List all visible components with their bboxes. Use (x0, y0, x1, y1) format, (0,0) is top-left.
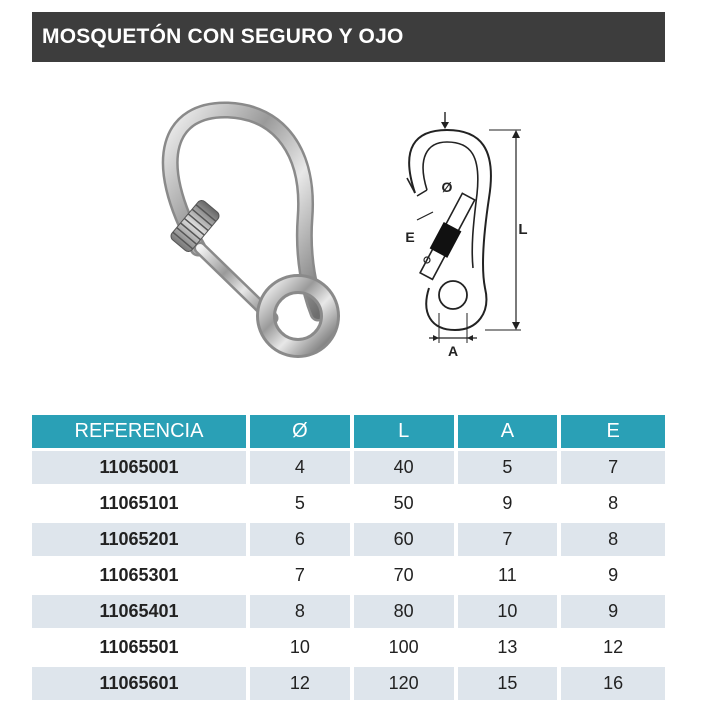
table-row (32, 631, 665, 664)
header-referencia: REFERENCIA (32, 415, 250, 448)
table-cell: 60 (354, 523, 458, 556)
page-title: MOSQUETÓN CON SEGURO Y OJO (42, 25, 404, 48)
table-row (32, 487, 665, 520)
title-bar (32, 12, 665, 62)
reference-cell: 11065001 (32, 451, 250, 484)
header-eye: A (458, 415, 562, 448)
carabiner-photo (140, 98, 350, 390)
reference-cell: 11065201 (32, 523, 250, 556)
table-cell: 8 (250, 595, 354, 628)
diameter-label: Ø (441, 179, 453, 195)
reference-cell: 11065401 (32, 595, 250, 628)
eye-label: A (447, 343, 459, 359)
table-cell: 6 (250, 523, 354, 556)
table-cell: 12 (250, 667, 354, 700)
table-cell: 7 (250, 559, 354, 592)
reference-cell: 11065601 (32, 667, 250, 700)
table-cell: 9 (458, 487, 562, 520)
table-cell: 4 (250, 451, 354, 484)
gate-label: E (405, 229, 415, 245)
header-gate: E (561, 415, 665, 448)
table-cell: 70 (354, 559, 458, 592)
table-cell: 16 (561, 667, 665, 700)
table-cell: 13 (458, 631, 562, 664)
length-label: L (518, 221, 528, 238)
table-row (32, 523, 665, 556)
table-cell: 7 (561, 451, 665, 484)
dimension-diagram (385, 108, 535, 368)
table-row (32, 451, 665, 484)
table-cell: 5 (458, 451, 562, 484)
table-cell: 100 (354, 631, 458, 664)
table-cell: 9 (608, 565, 619, 585)
table-cell: 40 (354, 451, 458, 484)
table-cell: 7 (458, 523, 562, 556)
table-cell: 9 (561, 595, 665, 628)
table-header-row (32, 415, 665, 448)
reference-cell: 11065301 (32, 559, 250, 592)
table-cell: 5 (250, 487, 354, 520)
reference-cell: 11065101 (32, 487, 250, 520)
table-cell: 8 (561, 523, 665, 556)
table-cell: 11 (458, 559, 562, 592)
header-length: L (354, 415, 458, 448)
table-cell: 15 (458, 667, 562, 700)
spec-table (32, 412, 665, 703)
table-cell: 10 (458, 595, 562, 628)
header-diameter: Ø (250, 415, 354, 448)
table-cell: 80 (354, 595, 458, 628)
reference-cell: 11065501 (32, 631, 250, 664)
table-row (32, 559, 665, 592)
table-cell: 120 (354, 667, 458, 700)
table-cell: 10 (250, 631, 354, 664)
table-cell: 12 (603, 637, 624, 657)
table-row (32, 667, 665, 700)
table-row (32, 595, 665, 628)
table-cell: 8 (608, 493, 619, 513)
table-cell: 50 (354, 487, 458, 520)
